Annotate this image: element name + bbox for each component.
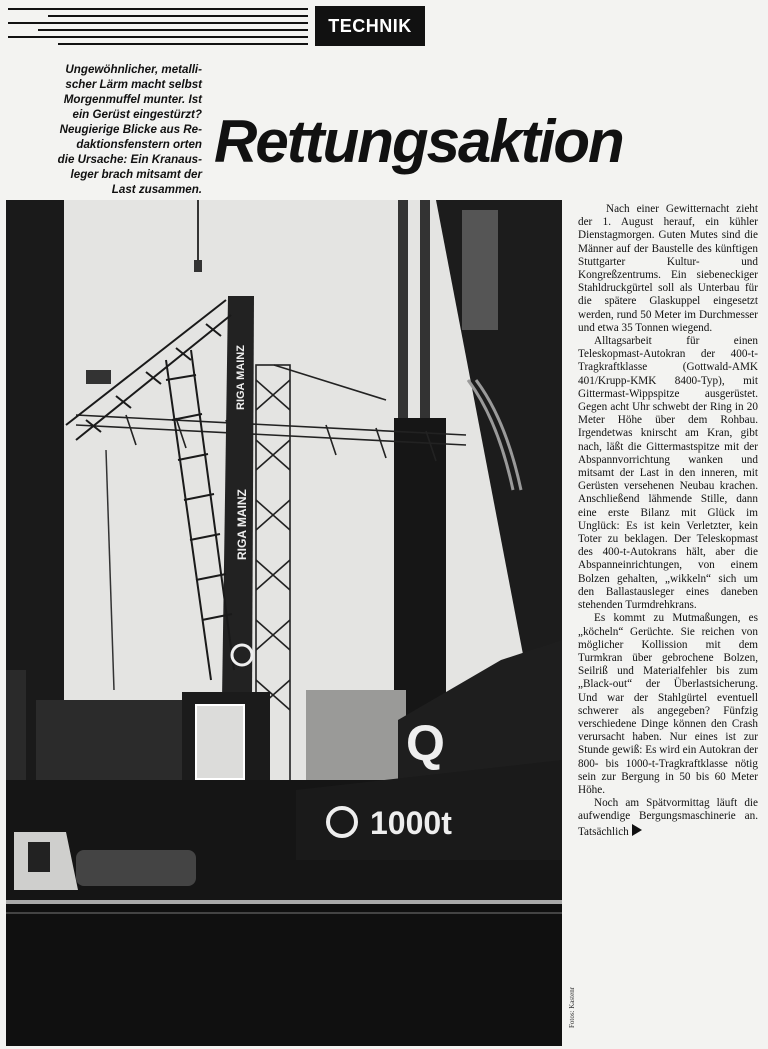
headline: Rettungsaktion xyxy=(214,108,623,175)
continue-arrow-icon xyxy=(632,824,642,836)
article-paragraph: Nach einer Gewitternacht zieht der 1. August herauf, ein kühler Dienstagmorgen. Guten Mutes sind die Männer auf der Baustelle des künftigen Stuttgarter Kultur- und Kongreßzentrums. Ein siebeneckiger Stahldruckgürtel soll als Unterbau für die spätere Glaskuppel eingesetzt werden, rund 50 Meter im Durchmesser und etwa 35 Tonnen wiegend. xyxy=(578,203,758,334)
header-rule-lines xyxy=(8,6,308,46)
teaser-text: Ungewöhnlicher, metalli- scher Lärm macht selbst Morgenmuffel munter. Ist ein Gerüst eingestürzt? Neugierige Blicke aus Re- daktionsfenstern orten die Ursache: Ein Kranaus- leger brach mitsamt der Last zusammen. xyxy=(57,63,202,196)
article-paragraph: Alltagsarbeit für einen Teleskopmast-Autokran der 400-t-Tragkraftklasse (Gottwald-AMK 401/Krupp-KMK 8400-Typ), mit Gittermast-Wippspitze ausgerüstet. Gegen acht Uhr schwebt der Ring in 20 Meter Höhe über dem Rohbau. Irgendetwas knirscht am Kran, gibt nach, läßt die Gittermastspitze mit der Abspannvorrichtung wanken und mitsamt der Last in den inneren, mit Gerüsten versehenen Neubau krachen. Anschließend lähmende Stille, dann eine erste Bilanz mit Glück im Unglück: Es ist kein Verletzter, kein Toter zu beklagen. Der Teleskopmast des 400-t-Autokrans hält, aber die Abspanneinrichtungen, von einem Bolzen gehalten, „wikkeln“ sich um den Ballastausleger eines daneben stehenden Turmdrehkrans. xyxy=(578,335,758,612)
article-paragraph: Es kommt zu Mutmaßungen, es „köcheln“ Gerüchte. Sie reichen von möglicher Kollission mit dem Turmkran über gebrochene Bolzen, Seilriß und Materialfehler bis zum „Black-out“ der Überlastsicherung. Und war der Stahlgürtel eventuell schwerer als angegeben? Fünfzig verschiedene Dinge können den Crash verursacht haben. Nur eines ist zur Stunde gewiß: Es wird ein Autokran der 800- bis 1000-t-Tragkraftklasse nötig sein zur Bergung in 50 bis 60 Meter Höhe. xyxy=(578,612,758,796)
photo-credit: Fotos: Kastenr xyxy=(568,986,576,1028)
capacity-label: 1000t xyxy=(370,805,452,841)
article-body xyxy=(578,203,758,839)
article-paragraph-last xyxy=(578,797,758,839)
crane-label-upper: RIGA MAINZ xyxy=(235,345,247,410)
section-tag: TECHNIK xyxy=(315,6,425,46)
crane-photo xyxy=(6,200,562,1046)
article-last-text: Noch am Spätvormittag läuft die aufwendige Bergungsmaschinerie an. Tatsächlich xyxy=(578,797,758,838)
crane-label-vertical: RIGA MAINZ xyxy=(235,489,249,560)
counterweight-logo: Q xyxy=(406,715,445,771)
